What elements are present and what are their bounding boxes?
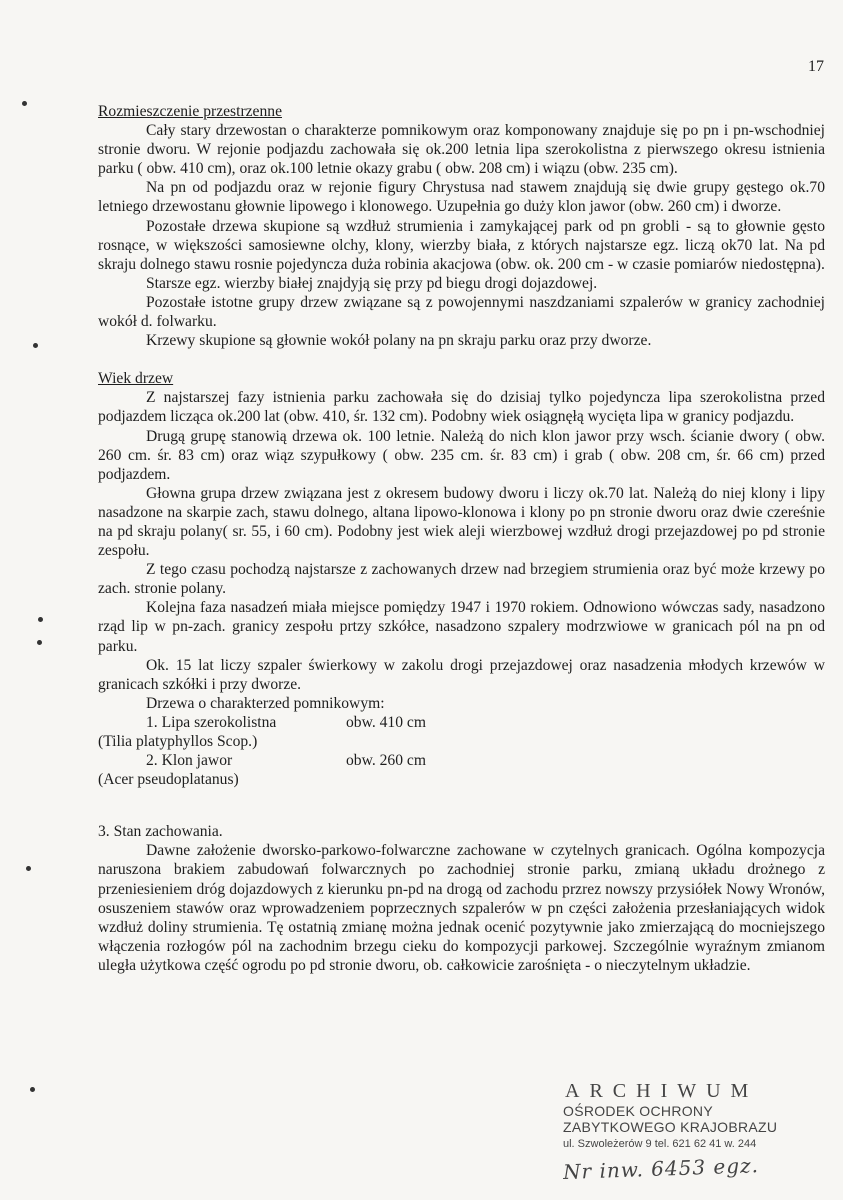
tree-name: 1. Lipa szerokolistna <box>146 713 277 731</box>
tree-measure: obw. 260 cm <box>346 752 426 770</box>
stamp-line: OŚRODEK OCHRONY <box>563 1103 713 1119</box>
paragraph: Z najstarszej fazy istnienia parku zachowała się do dzisiaj tylko pojedyncza lipa szerokolistna przed podjazdem licząca ok.200 lat (obw. 410, śr. 132 cm). Podobny wiek osiągnęłą wycięta lipa w granicy podjazdu. <box>98 389 825 426</box>
tree-name: 2. Klon jawor <box>146 752 233 770</box>
stamp-address: ul. Szwoleżerów 9 tel. 621 62 41 w. 244 <box>563 1138 757 1150</box>
margin-mark <box>26 866 31 871</box>
paragraph: Na pn od podjazdu oraz w rejonie figury Chrystusa nad stawem znajdują się dwie grupy gęstego ok.70 letniego drzewostanu głownie lipowego i klonowego. Uzupełnia go duży klon jawor (obw. 260 cm) i dworze. <box>98 179 825 216</box>
paragraph: Pozostałe drzewa skupione są wzdłuż strumienia i zamykającej park od pn grobli - są to głownie gęsto rosnące, w większości samosiewne olchy, klony, wierzby biała, z których najstarsze egz. liczą ok70 lat. Na pd skraju dolnego stawu rosnie pojedyncza duża robinia akacjowa (obw. ok. 200 cm - w czasie pomiarów niedostępna). <box>98 217 825 273</box>
paragraph: Kolejna faza nasadzeń miała miejsce pomiędzy 1947 i 1970 rokiem. Odnowiono wówczas sady, nasadzono rząd lip w pn-zach. granicy zespołu prtzy szkółce, nasadzono szpalery modrzwiowe w granicach pól na pn od parku. <box>98 599 825 655</box>
inventory-handwriting: Nr inw. 6453 egz. <box>562 1153 760 1185</box>
section-heading: 3. Stan zachowania. <box>98 823 223 841</box>
paragraph: Dawne założenie dworsko-parkowo-folwarczne zachowane w czytelnych granicach. Ogólna kompozycja naruszona brakiem zabudowań folwarcznych po zachodniej stronie parku, zmianą układu drożnego z przeniesieniem dróg dojazdowych z kierunku pn-pd na drogą od zachodu przrez nowszy przysiółek Nowy Wronów, osuszeniem stawów oraz wprowadzeniem poprzecznych szpalerów w pn części założenia przesłaniających widok wzdłuż doliny strumienia. Tę ostatnią zmianę można jednak ocenić pozytywnie jako zmierzającą do mocniejszego włączenia rozłogów pól na zachodnim brzegu cieku do kompozycji parkowej. Szczególnie wyraźnym zmianom uległa użytkowa część ogrodu po pd stronie dworu, ob. całkowicie zarośnięta - o nieczytelnym układzie. <box>98 842 825 974</box>
paragraph: Pozostałe istotne grupy drzew związane są z powojennymi naszdzaniami szpalerów w granicy zachodniej wokół d. folwarku. <box>98 293 825 331</box>
paragraph: Cały stary drzewostan o charakterze pomnikowym oraz komponowany znajduje się po pn i pn-wschodniej stronie dworu. W rejonie podjazdu zachowała się ok.200 letnia lipa szerokolistna z pierwszego okresu istnienia parku ( obw. 410 cm), oraz ok.100 letnie okazy grabu ( obw. 208 cm) i wiązu (obw. 235 cm). <box>98 122 825 178</box>
paragraph: Z tego czasu pochodzą najstarsze z zachowanych drzew nad brzegiem strumienia oraz być może krzewy po zach. stronie polany. <box>98 561 825 598</box>
tree-measure: obw. 410 cm <box>346 713 426 731</box>
margin-mark <box>37 640 42 645</box>
paragraph: Drugą grupę stanowią drzewa ok. 100 letnie. Należą do nich klon jawor przy wsch. ścianie dwory ( obw. 260 cm. śr. 83 cm) oraz wiąz szypułkowy ( obw. 235 cm. śr. 83 cm) i grab ( obw. 208 cm, śr. 66 cm) przed podjazdem. <box>98 427 825 483</box>
tree-latin-name: (Tilia platyphyllos Scop.) <box>98 733 258 750</box>
paragraph: Starsze egz. wierzby białej znajdyją się przy pd biegu drogi dojazdowej. <box>146 274 598 292</box>
section-heading: Rozmieszczenie przestrzenne <box>98 103 282 120</box>
margin-mark <box>30 1087 35 1092</box>
margin-mark <box>22 101 27 106</box>
paragraph: Krzewy skupione są głownie wokół polany na pn skraju parku oraz przy dworze. <box>146 332 652 350</box>
page-number: 17 <box>808 58 824 75</box>
margin-mark <box>38 617 43 622</box>
paragraph: Głowna grupa drzew związana jest z okresem budowy dworu i liczy ok.70 lat. Należą do niej klony i lipy nasadzone na skarpie zach, stawu dolnego, altana lipowo-klonowa i klony po pn stronie dworu oraz dwie czereśnie na pd skraju polany( sr. 55, i 60 cm). Podobny jest wiek aleji wierzbowej wzdłuż drogi przejazdowej po pd stronie zespołu. <box>98 484 825 560</box>
monument-tree-list <box>98 713 825 789</box>
section-heading: Wiek drzew <box>98 370 174 388</box>
paragraph: Drzewa o charakterzed pomnikowym: <box>146 694 385 712</box>
tree-latin-name: (Acer pseudoplatanus) <box>98 771 239 789</box>
tree-item <box>98 713 825 732</box>
margin-mark <box>33 343 38 348</box>
paragraph: Ok. 15 lat liczy szpaler świerkowy w zakolu drogi przejazdowej oraz nasadzenia młodych krzewów w granicach szkółki i przy dworze. <box>98 656 825 693</box>
document-body <box>98 102 825 975</box>
tree-item <box>98 751 825 770</box>
archive-stamp <box>562 1080 793 1185</box>
stamp-title: ARCHIWUM <box>565 1080 759 1102</box>
stamp-line: ZABYTKOWEGO KRAJOBRAZU <box>563 1119 778 1135</box>
